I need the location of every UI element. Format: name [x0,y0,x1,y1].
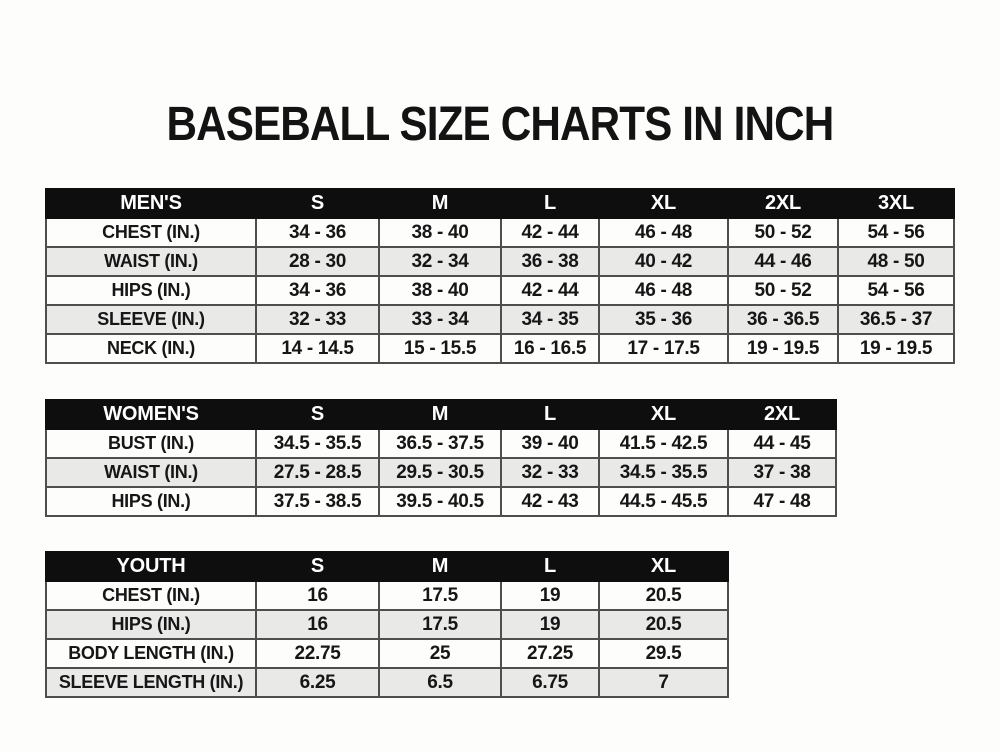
size-value: 19 - 19.5 [838,334,954,363]
row-label: CHEST (IN.) [46,581,256,610]
size-value: 36 - 38 [501,247,599,276]
size-value: 16 [256,581,379,610]
size-value: 20.5 [599,581,728,610]
mens-neck-row [46,334,954,363]
size-value: 20.5 [599,610,728,639]
size-value: 35 - 36 [599,305,728,334]
youth-header-size-s: S [256,552,379,581]
size-value: 17.5 [379,581,501,610]
youth-header-size-l: L [501,552,599,581]
womens-header-size-2xl: 2XL [728,400,836,429]
womens-waist-row [46,458,836,487]
size-value: 6.5 [379,668,501,697]
size-value: 54 - 56 [838,218,954,247]
size-value: 37 - 38 [728,458,836,487]
size-value: 34 - 36 [256,218,379,247]
row-label: SLEEVE LENGTH (IN.) [46,668,256,697]
size-value: 34 - 36 [256,276,379,305]
mens-header-size-m: M [379,189,501,218]
size-value: 39.5 - 40.5 [379,487,501,516]
size-value: 33 - 34 [379,305,501,334]
row-label: HIPS (IN.) [46,610,256,639]
youth-body-length-row [46,639,728,668]
size-value: 16 - 16.5 [501,334,599,363]
size-value: 17 - 17.5 [599,334,728,363]
row-label: SLEEVE (IN.) [46,305,256,334]
size-value: 34.5 - 35.5 [599,458,728,487]
womens-header-label: WOMEN'S [46,400,256,429]
mens-waist-row [46,247,954,276]
size-value: 39 - 40 [501,429,599,458]
womens-hips-row [46,487,836,516]
size-value: 48 - 50 [838,247,954,276]
size-value: 44.5 - 45.5 [599,487,728,516]
mens-header-size-2xl: 2XL [728,189,838,218]
size-value: 14 - 14.5 [256,334,379,363]
size-value: 37.5 - 38.5 [256,487,379,516]
youth-size-table [45,551,729,698]
row-label: WAIST (IN.) [46,247,256,276]
size-value: 25 [379,639,501,668]
womens-header-size-m: M [379,400,501,429]
size-value: 28 - 30 [256,247,379,276]
mens-hips-row [46,276,954,305]
size-value: 7 [599,668,728,697]
row-label: NECK (IN.) [46,334,256,363]
size-value: 46 - 48 [599,276,728,305]
size-value: 50 - 52 [728,218,838,247]
size-value: 41.5 - 42.5 [599,429,728,458]
size-value: 36.5 - 37.5 [379,429,501,458]
size-value: 29.5 [599,639,728,668]
size-value: 19 [501,610,599,639]
size-value: 19 - 19.5 [728,334,838,363]
size-value: 54 - 56 [838,276,954,305]
size-value: 16 [256,610,379,639]
mens-sleeve-row [46,305,954,334]
mens-size-table [45,188,955,364]
size-value: 19 [501,581,599,610]
row-label: WAIST (IN.) [46,458,256,487]
youth-header-label: YOUTH [46,552,256,581]
mens-header-size-l: L [501,189,599,218]
row-label: CHEST (IN.) [46,218,256,247]
size-value: 42 - 44 [501,218,599,247]
size-value: 27.25 [501,639,599,668]
size-value: 15 - 15.5 [379,334,501,363]
size-value: 34 - 35 [501,305,599,334]
youth-sleeve-length-row [46,668,728,697]
size-value: 46 - 48 [599,218,728,247]
youth-hips-row [46,610,728,639]
youth-header-size-m: M [379,552,501,581]
size-value: 6.25 [256,668,379,697]
youth-header-row [46,552,728,581]
row-label: HIPS (IN.) [46,487,256,516]
size-value: 22.75 [256,639,379,668]
mens-header-size-3xl: 3XL [838,189,954,218]
womens-header-size-l: L [501,400,599,429]
womens-bust-row [46,429,836,458]
mens-header-label: MEN'S [46,189,256,218]
size-value: 27.5 - 28.5 [256,458,379,487]
mens-header-row [46,189,954,218]
size-value: 40 - 42 [599,247,728,276]
womens-size-table [45,399,837,517]
size-value: 34.5 - 35.5 [256,429,379,458]
mens-header-size-xl: XL [599,189,728,218]
size-value: 38 - 40 [379,218,501,247]
mens-header-size-s: S [256,189,379,218]
mens-chest-row [46,218,954,247]
size-value: 32 - 33 [256,305,379,334]
size-value: 44 - 45 [728,429,836,458]
size-value: 42 - 43 [501,487,599,516]
youth-chest-row [46,581,728,610]
womens-header-size-xl: XL [599,400,728,429]
page-title-text: BASEBALL SIZE CHARTS IN INCH [166,98,834,152]
size-value: 29.5 - 30.5 [379,458,501,487]
size-value: 36 - 36.5 [728,305,838,334]
size-value: 50 - 52 [728,276,838,305]
youth-header-size-xl: XL [599,552,728,581]
size-value: 32 - 34 [379,247,501,276]
size-value: 47 - 48 [728,487,836,516]
row-label: BODY LENGTH (IN.) [46,639,256,668]
size-value: 42 - 44 [501,276,599,305]
size-value: 17.5 [379,610,501,639]
size-value: 44 - 46 [728,247,838,276]
size-value: 6.75 [501,668,599,697]
row-label: HIPS (IN.) [46,276,256,305]
page-title [0,96,1000,154]
size-value: 38 - 40 [379,276,501,305]
womens-header-row [46,400,836,429]
size-value: 32 - 33 [501,458,599,487]
row-label: BUST (IN.) [46,429,256,458]
size-value: 36.5 - 37 [838,305,954,334]
womens-header-size-s: S [256,400,379,429]
